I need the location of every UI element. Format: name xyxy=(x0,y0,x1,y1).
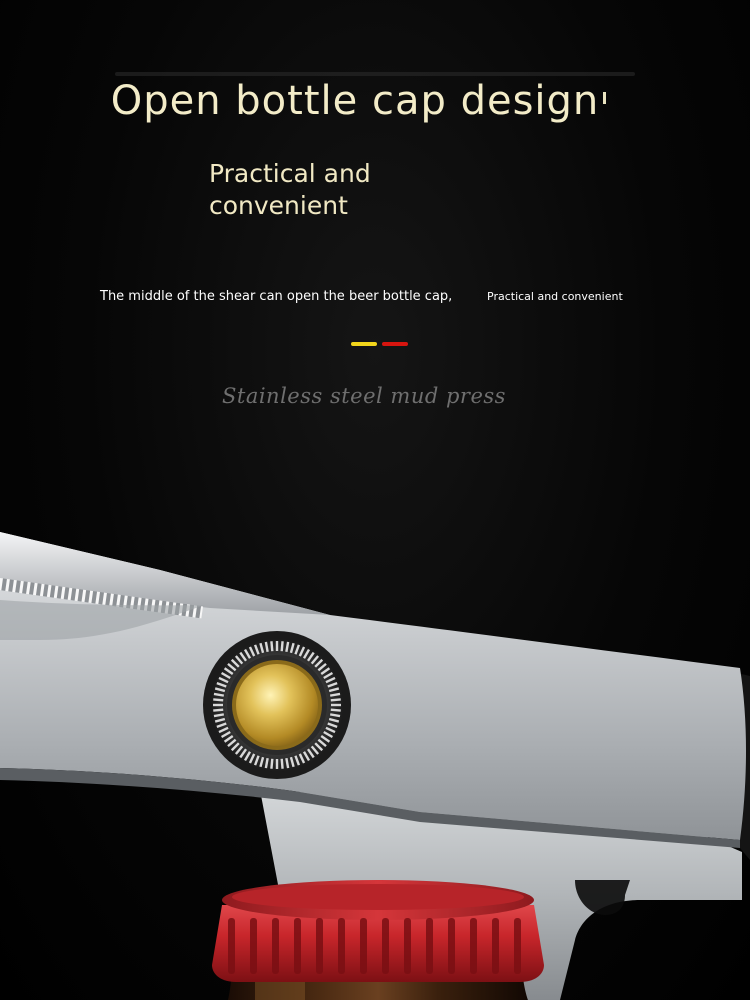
page-subtitle: Practical and convenient xyxy=(209,159,371,220)
pivot-ring-tick xyxy=(286,758,288,768)
pivot-ring-tick xyxy=(266,642,268,652)
pivot-ring-tick xyxy=(271,641,272,651)
cap-crimp xyxy=(448,918,455,974)
cap-crimp xyxy=(360,918,367,974)
pivot-ring-tick xyxy=(286,642,288,652)
cap-crimp xyxy=(316,918,323,974)
feature-note: Practical and convenient xyxy=(487,290,623,303)
pivot-screw-icon xyxy=(203,631,351,779)
cap-crimp xyxy=(338,918,345,974)
cap-crimp xyxy=(492,918,499,974)
accent-bars xyxy=(351,342,411,347)
cap-crimp xyxy=(294,918,301,974)
pivot-ring-tick xyxy=(271,759,272,769)
pivot-ring-tick xyxy=(282,759,283,769)
page-title: Open bottle cap design xyxy=(110,78,600,124)
cap-crimp xyxy=(228,918,235,974)
cap-crimp xyxy=(382,918,389,974)
feature-description: The middle of the shear can open the beer bottle cap, xyxy=(100,289,453,304)
pivot-ring-tick xyxy=(331,710,341,711)
cap-crimp xyxy=(250,918,257,974)
accent-bar-yellow xyxy=(351,342,377,346)
cap-crimp xyxy=(272,918,279,974)
script-watermark: Stainless steel mud press xyxy=(222,384,506,408)
pivot-ring-tick xyxy=(214,694,224,696)
pivot-ring-tick xyxy=(213,699,223,700)
pivot-ring-tick xyxy=(331,699,341,700)
pivot-ring-tick xyxy=(213,710,223,711)
bottle-cap-icon xyxy=(212,880,544,982)
cap-crimp xyxy=(470,918,477,974)
accent-bar-red xyxy=(382,342,408,346)
cap-crimp xyxy=(514,918,521,974)
pivot-ring-tick xyxy=(266,758,268,768)
pivot-ring-tick xyxy=(282,641,283,651)
pivot-ring-tick xyxy=(330,714,340,716)
cap-crimp xyxy=(426,918,433,974)
pivot-ring-tick xyxy=(330,694,340,696)
pivot-ring-tick xyxy=(214,714,224,716)
cap-crimp xyxy=(404,918,411,974)
